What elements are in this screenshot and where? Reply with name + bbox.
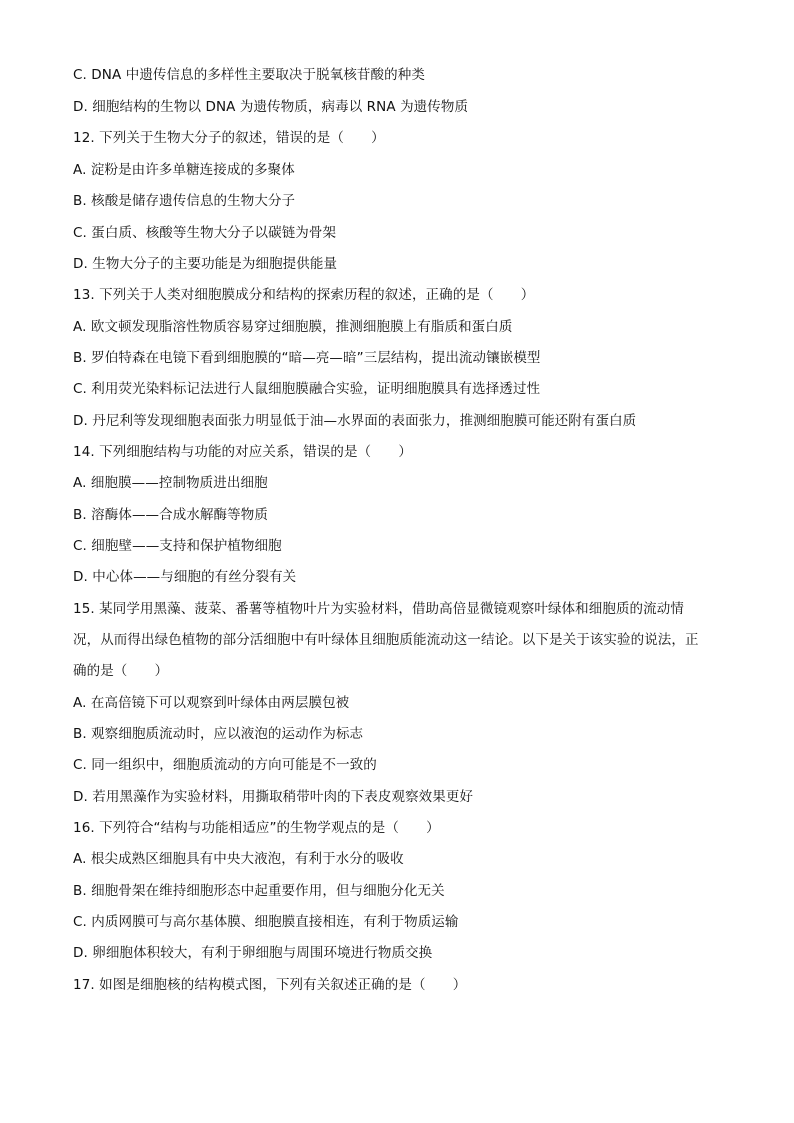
question-16-stem: 16. 下列符合“结构与功能相适应”的生物学观点的是（ ） (73, 820, 440, 836)
option-d-q16: D. 卵细胞体积较大，有利于卵细胞与周围环境进行物质交换 (73, 945, 433, 961)
option-b-q14: B. 溶酶体——合成水解酶等物质 (73, 507, 268, 523)
option-c-q14: C. 细胞壁——支持和保护植物细胞 (73, 538, 282, 554)
option-c-q15: C. 同一组织中，细胞质流动的方向可能是不一致的 (73, 757, 377, 773)
option-a-q16: A. 根尖成熟区细胞具有中央大液泡，有利于水分的吸收 (73, 851, 404, 867)
question-14-stem: 14. 下列细胞结构与功能的对应关系，错误的是（ ） (73, 444, 412, 460)
option-c-q11: C. DNA 中遗传信息的多样性主要取决于脱氧核苷酸的种类 (73, 67, 425, 83)
option-b-q15: B. 观察细胞质流动时，应以液泡的运动作为标志 (73, 726, 364, 742)
question-15-stem-line-3: 确的是（ ） (73, 663, 169, 679)
option-c-q12: C. 蛋白质、核酸等生物大分子以碳链为骨架 (73, 225, 337, 241)
option-b-q12: B. 核酸是储存遗传信息的生物大分子 (73, 193, 296, 209)
option-c-q16: C. 内质网膜可与高尔基体膜、细胞膜直接相连，有利于物质运输 (73, 914, 459, 930)
option-a-q13: A. 欧文顿发现脂溶性物质容易穿过细胞膜，推测细胞膜上有脂质和蛋白质 (73, 319, 513, 335)
option-d-q12: D. 生物大分子的主要功能是为细胞提供能量 (73, 256, 338, 272)
option-a-q14: A. 细胞膜——控制物质进出细胞 (73, 475, 268, 491)
option-a-q12: A. 淀粉是由许多单糖连接成的多聚体 (73, 162, 295, 178)
option-d-q15: D. 若用黑藻作为实验材料，用撕取稍带叶肉的下表皮观察效果更好 (73, 789, 474, 805)
question-13-stem: 13. 下列关于人类对细胞膜成分和结构的探索历程的叙述，正确的是（ ） (73, 287, 535, 303)
option-d-q13: D. 丹尼利等发现细胞表面张力明显低于油—水界面的表面张力，推测细胞膜可能还附有蛋白质 (73, 413, 637, 429)
question-15-stem-line-1: 15. 某同学用黑藻、菠菜、番薯等植物叶片为实验材料，借助高倍显微镜观察叶绿体和细胞质的流动情 (73, 601, 684, 617)
option-d-q14: D. 中心体——与细胞的有丝分裂有关 (73, 569, 297, 585)
option-d-q11: D. 细胞结构的生物以 DNA 为遗传物质，病毒以 RNA 为遗传物质 (73, 99, 469, 115)
question-17-stem: 17. 如图是细胞核的结构模式图，下列有关叙述正确的是（ ） (73, 977, 467, 993)
question-15-stem-line-2: 况，从而得出绿色植物的部分活细胞中有叶绿体且细胞质能流动这一结论。以下是关于该实验的说法，正 (73, 632, 699, 648)
option-c-q13: C. 利用荧光染料标记法进行人鼠细胞膜融合实验，证明细胞膜具有选择透过性 (73, 381, 541, 397)
question-12-stem: 12. 下列关于生物大分子的叙述，错误的是（ ） (73, 130, 385, 146)
option-b-q13: B. 罗伯特森在电镜下看到细胞膜的“暗—亮—暗”三层结构，提出流动镶嵌模型 (73, 350, 541, 366)
option-a-q15: A. 在高倍镜下可以观察到叶绿体由两层膜包被 (73, 695, 350, 711)
option-b-q16: B. 细胞骨架在维持细胞形态中起重要作用，但与细胞分化无关 (73, 883, 445, 899)
